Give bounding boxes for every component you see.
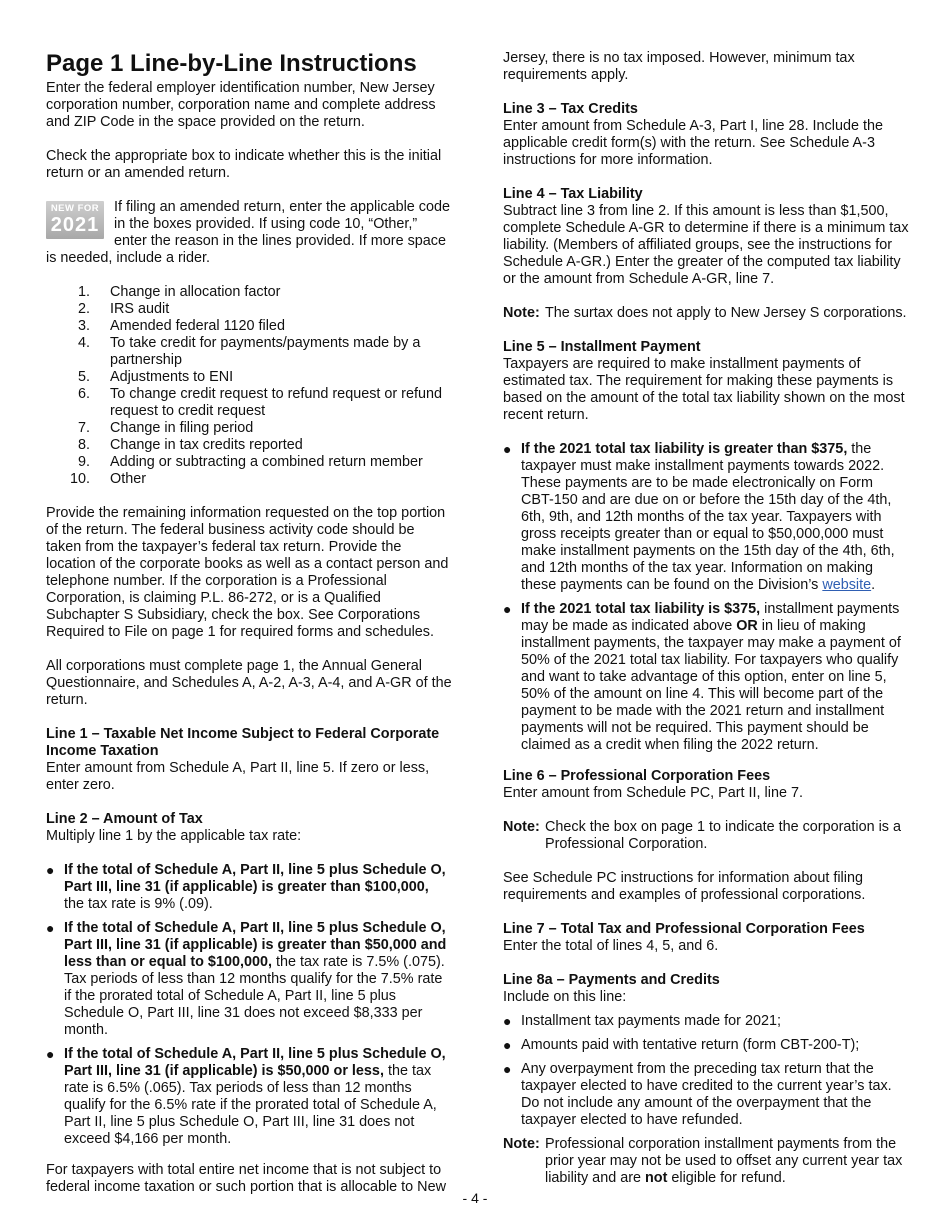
list-item: ● Amounts paid with tentative return (form CBT-200-T); — [503, 1037, 860, 1053]
bullet-icon: ● — [503, 441, 512, 457]
remaining-info-paragraph: Provide the remaining information requested on the top portion of the return. The federal business activity code should be taken from the taxpayer’s federal tax return. Provide the location of the corporate books as well as a contact person and telephone number. If the corporation is a Professional Corporation, is claiming P.L. 86-272, or is a Qualified Subchapter S Subsidiary, check the box. See Corporations Required to File on page 1 for required forms and schedules. — [46, 505, 449, 640]
list-item: ● Installment tax payments made for 2021; — [503, 1013, 781, 1029]
list-item: 6. To change credit request to refund request or refund request to credit request — [77, 386, 442, 419]
line2-text: Multiply line 1 by the applicable tax rate: — [46, 828, 302, 844]
continued-paragraph: Jersey, there is no tax imposed. However, minimum tax requirements apply. — [503, 50, 855, 83]
amended-return-block — [46, 199, 452, 267]
line1-heading: Line 1 – Taxable Net Income Subject to Federal Corporate Income Taxation — [46, 726, 440, 759]
list-item: 4. To take credit for payments/payments made by a partnership — [77, 335, 421, 368]
line3-heading: Line 3 – Tax Credits — [503, 101, 638, 117]
payments-list — [503, 1013, 909, 1129]
list-item: 3. Amended federal 1120 filed — [77, 318, 285, 334]
bullet-icon: ● — [46, 920, 55, 936]
list-item: 1. Change in allocation factor — [77, 284, 281, 300]
line6-text: Enter amount from Schedule PC, Part II, line 7. — [503, 785, 803, 801]
line4-text: Subtract line 3 from line 2. If this amount is less than $1,500, complete Schedule A-GR to determine if there is a minimum tax liability. (Members of affiliated groups, see the instructions for Schedule A-GR.) Enter the greater of the computed tax liability or the amount from Schedule A-GR, line 7. — [503, 203, 909, 287]
line4-heading: Line 4 – Tax Liability — [503, 186, 643, 202]
line5-heading: Line 5 – Installment Payment — [503, 339, 701, 355]
bullet-icon: ● — [503, 601, 512, 617]
line7-text: Enter the total of lines 4, 5, and 6. — [503, 938, 719, 954]
new-for-2021-badge-icon: NEW FOR 2021 — [46, 201, 104, 239]
surtax-note: Note: The surtax does not apply to New Jersey S corporations. — [503, 305, 907, 321]
line8a-text: Include on this line: — [503, 989, 627, 1005]
line7-heading: Line 7 – Total Tax and Professional Corporation Fees — [503, 921, 865, 937]
left-column — [46, 50, 452, 1196]
amended-codes-list — [46, 284, 452, 488]
line3-text: Enter amount from Schedule A-3, Part I, line 28. Include the applicable credit form(s) with the return. See Schedule A-3 instructions for more information. — [503, 118, 883, 168]
right-column — [503, 50, 909, 1187]
page-title: Page 1 Line-by-Line Instructions — [46, 50, 417, 77]
return-type-paragraph: Check the appropriate box to indicate whether this is the initial return or an amended return. — [46, 148, 442, 181]
line2-heading: Line 2 – Amount of Tax — [46, 811, 203, 827]
line5-text: Taxpayers are required to make installment payments of estimated tax. The requirement for making these payments is based on the amount of the total tax liability shown on the most recent return. — [503, 356, 905, 423]
tax-rate-list — [46, 862, 452, 1148]
list-item: 5. Adjustments to ENI — [77, 369, 234, 385]
list-item: ● If the 2021 total tax liability is $375, installment payments may be made as indicated above OR in lieu of making installment payments, the taxpayer may make a payment of 50% of the 2021 total tax liability. For taxpayers who qualify and want to take advantage of this option, enter on line 5, 50% of the amount on line 4. This will become part of the payment to be made with the 2021 return and installment payments will not be required. This payment should be claimed as a credit when filing the 2022 return. — [503, 601, 901, 753]
list-item: ● If the total of Schedule A, Part II, line 5 plus Schedule O, Part III, line 31 (if applicable) is $50,000 or less, the tax rate is 6.5% (.065). Tax periods of less than 12 months qualify for the 6.5% rate if the prorated total of Schedule A, Part II, line 5 plus Schedule O, Part III, line 31 does not exceed $4,166 per month. — [46, 1046, 446, 1147]
list-item: 2. IRS audit — [77, 301, 170, 317]
division-website-link[interactable]: website — [822, 577, 872, 593]
schedule-pc-paragraph: See Schedule PC instructions for information about filing requirements and examples of professional corporations. — [503, 870, 866, 903]
bullet-icon: ● — [503, 1037, 512, 1053]
taxpayers-paragraph: For taxpayers with total entire net income that is not subject to federal income taxation or such portion that is allocable to New — [46, 1162, 446, 1195]
list-item: ● If the total of Schedule A, Part II, line 5 plus Schedule O, Part III, line 31 (if applicable) is greater than $100,000, the tax rate is 9% (.09). — [46, 862, 446, 912]
all-corporations-paragraph: All corporations must complete page 1, the Annual General Questionnaire, and Schedules A, A-2, A-3, A-4, and A-GR of the return. — [46, 658, 452, 708]
bullet-icon: ● — [503, 1061, 512, 1077]
list-item: 10. Other — [69, 471, 146, 487]
installment-list — [503, 441, 909, 754]
professional-corp-note: Note: Check the box on page 1 to indicate the corporation is a Professional Corporation. — [503, 819, 901, 852]
line1-text: Enter amount from Schedule A, Part II, line 5. If zero or less, enter zero. — [46, 760, 430, 793]
bullet-icon: ● — [46, 1046, 55, 1062]
list-item: 8. Change in tax credits reported — [77, 437, 303, 453]
bullet-icon: ● — [503, 1013, 512, 1029]
amended-return-paragraph: If filing an amended return, enter the applicable code in the boxes provided. If using code 10, “Other,” enter the reason in the lines provided. If more space is needed, include a rider. — [46, 199, 451, 266]
list-item: 9. Adding or subtracting a combined return member — [77, 454, 423, 470]
list-item: ● If the total of Schedule A, Part II, line 5 plus Schedule O, Part III, line 31 (if applicable) is greater than $50,000 and less than or equal to $100,000, the tax rate is 7.5% (.075). Tax periods of less than 12 months qualify for the 7.5% rate if the prorated total of Schedule A, Part II, line 5 plus Schedule O, Part III, line 31 does not exceed $8,333 per month. — [46, 920, 447, 1038]
list-item: ● Any overpayment from the preceding tax return that the taxpayer elected to have credited to the current year’s tax. Do not include any amount of the overpayment that the taxpayer elected to have refunded. — [503, 1061, 892, 1128]
line8a-heading: Line 8a – Payments and Credits — [503, 972, 720, 988]
list-item: ● If the 2021 total tax liability is greater than $375, the taxpayer must make installment payments towards 2022. These payments are to be made electronically on Form CBT-150 and are due on or before the 15th day of the 4th, 6th, 9th, and 12th months of the tax year. Taxpayers with gross receipts greater than or equal to $50,000,000 must make installment payments on the 15th day of the 4th, 6th, and 12th months of the tax year. Information on making these payments can be found on the Division’s website. — [503, 441, 895, 593]
bullet-icon: ● — [46, 862, 55, 878]
page-number: - 4 - — [462, 1190, 488, 1206]
line6-heading: Line 6 – Professional Corporation Fees — [503, 768, 771, 784]
intro-paragraph: Enter the federal employer identification number, New Jersey corporation number, corporation name and complete address and ZIP Code in the space provided on the return. — [46, 80, 436, 130]
installment-offset-note: Note: Professional corporation installment payments from the prior year may not be used to offset any current year tax liability and are not eligible for refund. — [503, 1136, 903, 1186]
list-item: 7. Change in filing period — [77, 420, 254, 436]
